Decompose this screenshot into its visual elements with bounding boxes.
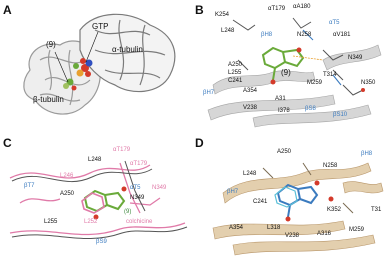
panel-d bbox=[193, 133, 386, 265]
at179-label: αT179 bbox=[268, 6, 286, 12]
m259-label: M259 bbox=[307, 80, 323, 86]
panel-a bbox=[0, 0, 190, 132]
n350-label: N350 bbox=[361, 80, 376, 86]
l248-label: L248 bbox=[221, 28, 235, 34]
d-k352-label: K352 bbox=[327, 207, 342, 213]
k254-label: K254 bbox=[215, 12, 230, 18]
a250-label: A250 bbox=[228, 62, 243, 68]
c-n349-label: N349 bbox=[130, 195, 145, 201]
n349-label: N349 bbox=[348, 55, 363, 61]
panel-b bbox=[193, 0, 386, 132]
v238-label: V238 bbox=[243, 105, 258, 111]
c-n349b-label: N349 bbox=[152, 185, 167, 191]
panel-d-label: D bbox=[195, 136, 204, 150]
d-bh8-label: βH8 bbox=[361, 151, 373, 157]
c-compound-9-label: (9) bbox=[124, 209, 132, 215]
d-a316-label: A316 bbox=[317, 231, 332, 237]
beta-tubulin-label: β-tubulin bbox=[33, 95, 64, 104]
d-l318-label: L318 bbox=[267, 225, 281, 231]
c-l255-label: L255 bbox=[44, 219, 58, 225]
d-l248-label: L248 bbox=[243, 171, 257, 177]
alpha-tubulin-label: α-tubulin bbox=[112, 45, 143, 54]
a354-label: A354 bbox=[243, 88, 258, 94]
i378-label: I378 bbox=[278, 108, 290, 114]
t314-label: T314 bbox=[323, 72, 337, 78]
c-l246-label: L246 bbox=[60, 173, 74, 179]
d-n258-label: N258 bbox=[323, 163, 338, 169]
c-a250-label: A250 bbox=[60, 191, 75, 197]
panel-a-structure-image bbox=[0, 0, 190, 132]
c-colchicine-label: colchicine bbox=[126, 219, 153, 225]
l255-label: L255 bbox=[228, 70, 242, 76]
av181-label: αV181 bbox=[333, 32, 351, 38]
at5-label: αT5 bbox=[329, 20, 340, 26]
bh7-label: βH7 bbox=[203, 90, 215, 96]
c-l248-label: L248 bbox=[88, 157, 102, 163]
panel-c-label: C bbox=[3, 136, 12, 150]
compound-9-label: (9) bbox=[46, 40, 56, 49]
panel-c bbox=[0, 133, 190, 265]
c-at179-label: αT179 bbox=[113, 147, 131, 153]
c-at179b-label: αT179 bbox=[130, 161, 148, 167]
compound-9-label-b: (9) bbox=[281, 68, 291, 77]
d-m259-label: M259 bbox=[349, 227, 365, 233]
c241-label: C241 bbox=[228, 78, 243, 84]
c-bs9-label: βS9 bbox=[96, 239, 107, 245]
n258-label: N258 bbox=[297, 32, 312, 38]
d-c241-label: C241 bbox=[253, 199, 268, 205]
gtp-label: GTP bbox=[92, 22, 109, 31]
c-l252-label: L252 bbox=[84, 219, 98, 225]
aa180-label: αA180 bbox=[293, 4, 311, 10]
c-at5-label: αT5 bbox=[130, 185, 141, 191]
bs10-label: βS10 bbox=[333, 112, 348, 118]
d-v238-label: V238 bbox=[285, 233, 300, 239]
bh8-label: βH8 bbox=[261, 32, 273, 38]
bs8-label: βS8 bbox=[305, 106, 316, 112]
d-t31-label: T31 bbox=[371, 207, 382, 213]
panel-a-label: A bbox=[3, 3, 12, 17]
a31-label: A31 bbox=[275, 96, 286, 102]
panel-c-structure-image bbox=[0, 133, 190, 265]
d-a354-label: A354 bbox=[229, 225, 244, 231]
panel-b-label: B bbox=[195, 3, 204, 17]
d-bh7-label: βH7 bbox=[227, 189, 239, 195]
c-bt7-label: βT7 bbox=[24, 183, 35, 189]
d-a250-label: A250 bbox=[277, 149, 292, 155]
